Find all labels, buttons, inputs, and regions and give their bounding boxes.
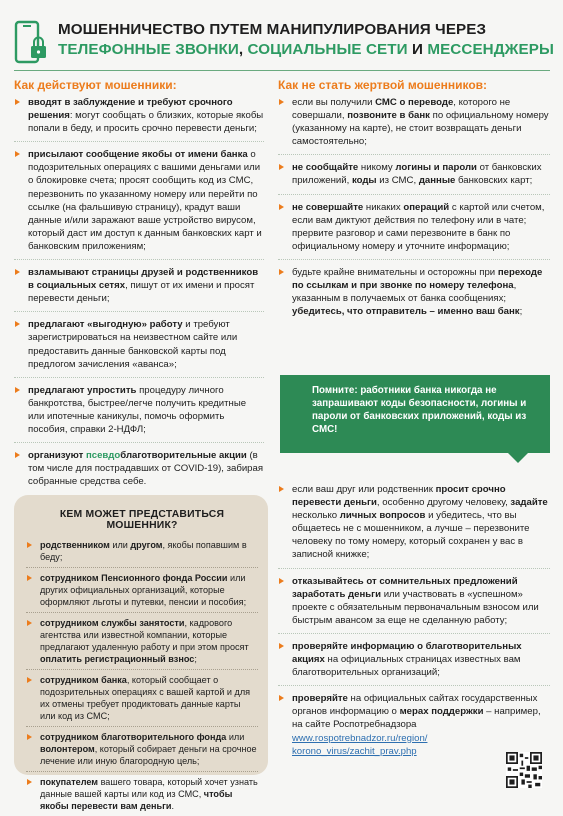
page-title (58, 20, 554, 60)
triangle-bullet-icon (279, 269, 284, 275)
title-line-2: ТЕЛЕФОННЫЕ ЗВОНКИ, СОЦИАЛЬНЫЕ СЕТИ И МЕССЕНДЖЕРЫ (58, 41, 554, 58)
notice-pointer (508, 453, 528, 463)
triangle-bullet-icon (27, 575, 32, 581)
impostor-box (14, 495, 268, 811)
list-item: будьте крайне внимательны и осторожны при переходе по ссылкам и при звонке по номеру телефона, указанным в получаемых от банка сообщениях; убедитесь, что отправитель – именно ваш банк; (278, 266, 550, 324)
triangle-bullet-icon (279, 204, 284, 210)
list-item: родственником или другом, якобы попавшим в беду; (26, 539, 258, 568)
phone-lock-icon (14, 20, 48, 66)
list-item: сотрудником Пенсионного фонда России или других официальных организаций, которые оформляют льготы и путевки, пенсии и пособия; (26, 572, 258, 613)
list-item: проверяйте информацию о благотворительных акциях на официальных страницах известных вам благотворительных организаций; (278, 640, 550, 686)
header (14, 18, 554, 68)
qr-code[interactable] (506, 752, 542, 788)
triangle-bullet-icon (15, 151, 20, 157)
triangle-bullet-icon (27, 734, 32, 740)
triangle-bullet-icon (279, 578, 284, 584)
list-item: вводят в заблуждение и требуют срочного решения: могут сообщать о близких, которые якобы попали в беду, и просить срочно перевести деньги; (14, 96, 264, 142)
rospotrebnadzor-link-cont[interactable]: korono_virus/zachit_prav.php (292, 745, 417, 757)
list-item: не сообщайте никому логины и пароли от банковских приложений, коды из СМС, данные банковских карт; (278, 161, 550, 194)
rospotrebnadzor-link[interactable]: www.rospotrebnadzor.ru/region/ (292, 732, 428, 744)
list-item: взламывают страницы друзей и родственников в социальных сетях, пишут от их имени и просят перевести деньги; (14, 266, 264, 312)
triangle-bullet-icon (27, 677, 32, 683)
list-item: организуют псевдоблаготворительные акции (в том числе для пострадавших от COVID-19), забирая собранные средства себе. (14, 449, 264, 494)
list-item: сотрудником службы занятости, кадрового агентства или известной компании, которые предлагают удаленную работу и при этом просят оплатить регистрационный взнос; (26, 617, 258, 670)
list-item: проверяйте на официальных сайтах государственных органов информацию о мерах поддержки – например, на сайте Роспотребнадзора www.rospotrebnadzor.ru/region/ korono_virus/zachit_prav.php (278, 692, 550, 763)
triangle-bullet-icon (15, 99, 20, 105)
left-heading: Как действуют мошенники: (14, 78, 177, 92)
right-column-top (278, 96, 550, 330)
list-item: если вы получили СМС о переводе, которого не совершали, позвоните в банк по официальному номеру (указанному на карте), не стоит возвращать деньги самостоятельно; (278, 96, 550, 155)
triangle-bullet-icon (15, 321, 20, 327)
triangle-bullet-icon (27, 620, 32, 626)
list-item: сотрудником банка, который сообщает о подозрительных операциях с вашей картой и для их отмены требует продиктовать данные карты или код из СМС; (26, 674, 258, 727)
triangle-bullet-icon (279, 643, 284, 649)
left-column (14, 96, 264, 500)
list-item: если ваш друг или родственник просит срочно перевести деньги, особенно другому человеку, задайте несколько личных вопросов и убедитесь, что вы общаетесь не с мошенником, а лучше – перезвоните человеку по тому номеру, который сохранен у вас в записной книжке; (278, 483, 550, 569)
list-item: не совершайте никаких операций с картой или счетом, если вам диктуют действия по телефону или в чате; прервите разговор и сами перезвоните в банк по официальному номеру и уточните информацию; (278, 201, 550, 260)
box-title: КЕМ МОЖЕТ ПРЕДСТАВИТЬСЯ МОШЕННИК? (59, 509, 225, 531)
header-divider (14, 70, 550, 71)
triangle-bullet-icon (15, 269, 20, 275)
triangle-bullet-icon (15, 452, 20, 458)
list-item: отказывайтесь от сомнительных предложений заработать деньги или участвовать в «успешном» проекте с обязательным первоначальным взносом или быстрым авансом за еще не сделанную работу; (278, 575, 550, 634)
triangle-bullet-icon (27, 542, 32, 548)
list-item: покупателем вашего товара, который хочет узнать данные вашей карты или код из СМС, чтобы якобы перевести вам деньги. (26, 776, 258, 816)
list-item: предлагают упростить процедуру личного банкротства, быстрее/легче получить кредитные или ипотечные каникулы, помочь оформить пособия, справки 2-НДФЛ; (14, 384, 264, 443)
notice-text: Помните: работники банка никогда не запрашивают коды безопасности, логины и пароли от банковских приложений, коды из СМС! (312, 385, 527, 435)
list-item: сотрудником благотворительного фонда или волонтером, который собирает деньги на срочное лечение или иную благородную цель; (26, 731, 258, 772)
triangle-bullet-icon (279, 99, 284, 105)
title-line-1: МОШЕННИЧЕСТВО ПУТЕМ МАНИПУЛИРОВАНИЯ ЧЕРЕЗ (58, 21, 487, 38)
triangle-bullet-icon (279, 164, 284, 170)
right-heading: Как не стать жертвой мошенников: (278, 78, 488, 92)
list-item: присылают сообщение якобы от имени банка о подозрительных операциях с вашими деньгами или о блокировке счета; просят сообщить код из СМС, перезвонить по указанному номеру или перейти по ссылке (на фальшивую страницу), крадут ваши данные и/или заражают ваше устройство вирусом, который даст им доступ к данным банковских карт и банковским приложениям; (14, 148, 264, 260)
triangle-bullet-icon (27, 779, 32, 785)
list-item: предлагают «выгодную» работу и требуют зарегистрироваться на неизвестном сайте или предоставить данные банковской карты под предлогом зачисления «аванса»; (14, 318, 264, 377)
triangle-bullet-icon (279, 486, 284, 492)
triangle-bullet-icon (15, 387, 20, 393)
bank-notice (280, 375, 550, 453)
triangle-bullet-icon (279, 695, 284, 701)
right-column-bottom (278, 483, 550, 770)
